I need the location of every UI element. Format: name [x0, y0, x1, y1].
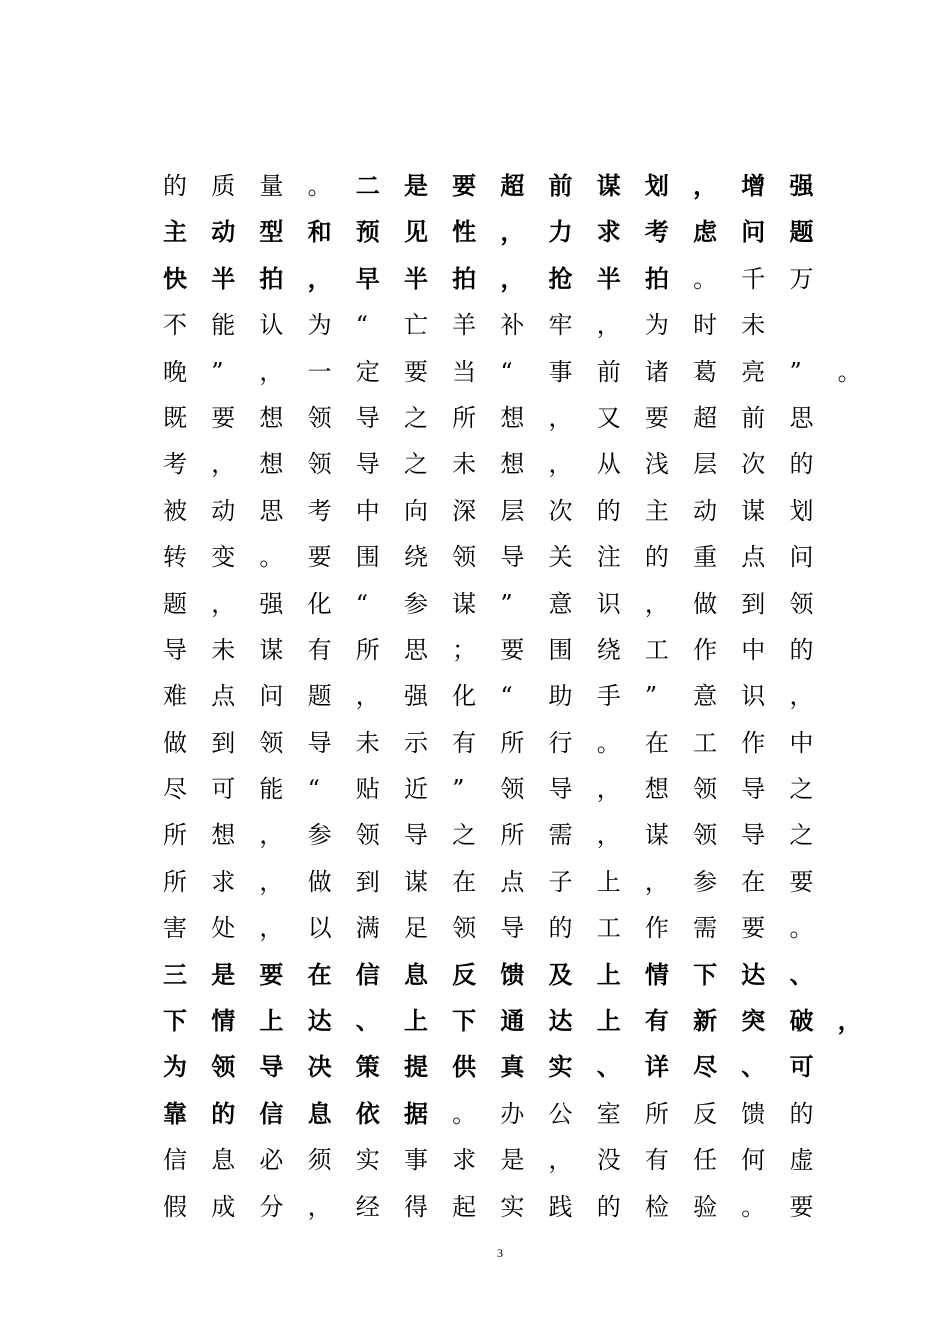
text-run: 被 动 思 考 中 向 深 层 次 的 主 动 谋 划: [163, 496, 814, 525]
text-line: [163, 581, 863, 627]
text-run: 所 想 ， 参 领 导 之 所 需 ， 谋 领 导 之: [163, 821, 814, 850]
text-line: [163, 998, 863, 1044]
text-line: [163, 952, 863, 998]
bold-run: 靠 的 信 息 依 据: [163, 1098, 428, 1128]
text-run: 转 变 。 要 围 绕 领 导 关 注 的 重 点 问: [163, 543, 814, 572]
text-line: [163, 1044, 863, 1090]
text-run: 难 点 问 题 ， 强 化 “ 助 手 ” 意 识 ，: [163, 682, 814, 711]
text-run: 题 ， 强 化 “ 参 谋 ” 意 识 ， 做 到 领: [163, 589, 814, 618]
bold-run: 快 半 拍 ， 早 半 拍 ， 抢 半 拍: [163, 263, 669, 293]
text-line: [163, 534, 863, 580]
text-line: [163, 812, 863, 858]
bold-run: 下 情 上 达 、 上 下 通 达 上 有 新 突 破 ，: [163, 1006, 862, 1036]
text-line: [163, 1137, 863, 1183]
text-run: 信 息 必 须 实 事 求 是 ， 没 有 任 何 虚: [163, 1146, 814, 1175]
text-run: 假 成 分 ， 经 得 起 实 践 的 检 验 。 要: [163, 1192, 814, 1221]
text-run: 做 到 领 导 未 示 有 所 行 。 在 工 作 中: [163, 728, 814, 757]
text-line: [163, 488, 863, 534]
text-line: [163, 766, 863, 812]
page-number: 3: [497, 1246, 503, 1260]
text-line: [163, 349, 863, 395]
text-line: [163, 256, 863, 302]
text-run: 既 要 想 领 导 之 所 想 ， 又 要 超 前 思: [163, 403, 814, 432]
text-line: [163, 302, 863, 348]
text-run: 所 求 ， 做 到 谋 在 点 子 上 ， 参 在 要: [163, 867, 814, 896]
text-run: 晚 ” ， 一 定 要 当 “ 事 前 诸 葛 亮 ” 。: [163, 357, 862, 386]
text-line: [163, 1184, 863, 1230]
text-line: [163, 673, 863, 719]
text-line: [163, 441, 863, 487]
body-text: [163, 163, 863, 1230]
text-line: [163, 720, 863, 766]
bold-run: 主 动 型 和 预 见 性 ， 力 求 考 虑 问 题: [163, 217, 814, 247]
text-run: 的 质 量 。: [163, 172, 332, 200]
text-line: [163, 209, 863, 255]
bold-run: 二 是 要 超 前 谋 划 ， 增 强: [355, 171, 814, 200]
text-run: 。 办 公 室 所 反 馈 的: [452, 1099, 814, 1128]
text-run: 尽 可 能 “ 贴 近 ” 领 导 ， 想 领 导 之: [163, 775, 814, 804]
text-run: 害 处 ， 以 满 足 领 导 的 工 作 需 要 。: [163, 914, 814, 943]
text-line: [163, 163, 863, 209]
text-line: [163, 1091, 863, 1137]
text-run: 不 能 认 为 “ 亡 羊 补 牢 ， 为 时 未: [163, 311, 766, 340]
text-line: [163, 859, 863, 905]
text-run: 。 千 万: [693, 264, 814, 293]
text-line: [163, 905, 863, 951]
bold-run: 三 是 要 在 信 息 反 馈 及 上 情 下 达 、: [163, 959, 814, 989]
bold-run: 为 领 导 决 策 提 供 真 实 、 详 尽 、 可: [163, 1052, 814, 1082]
text-run: 考 ， 想 领 导 之 未 想 ， 从 浅 层 次 的: [163, 450, 814, 479]
text-line: [163, 627, 863, 673]
text-run: 导 未 谋 有 所 思 ； 要 围 绕 工 作 中 的: [163, 635, 814, 664]
text-line: [163, 395, 863, 441]
